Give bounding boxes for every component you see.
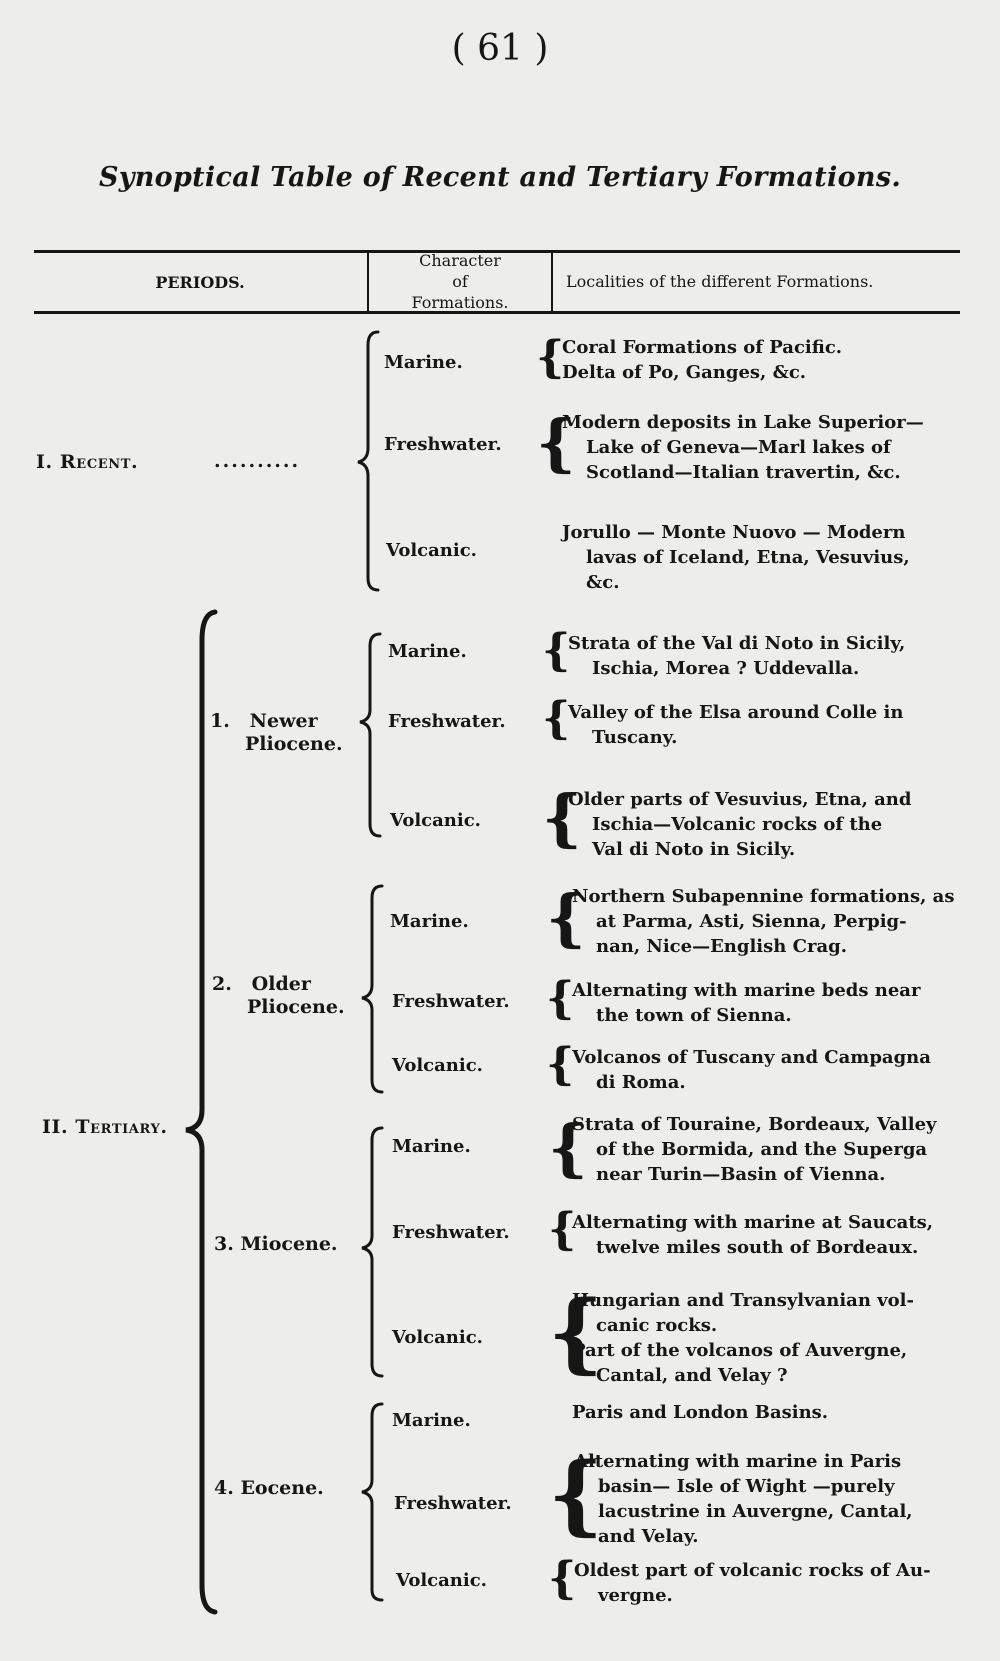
- locality-line: Northern Subapennine formations, as: [572, 886, 955, 907]
- eocene-marine-localities: [572, 1400, 972, 1425]
- older-freshwater-brace: {: [546, 973, 575, 1024]
- locality-line: at Parma, Asti, Sienna, Perpig-: [596, 911, 907, 932]
- eocene-freshwater-localities: [574, 1449, 974, 1549]
- miocene-freshwater-character: Freshwater.: [392, 1222, 510, 1243]
- locality-line: Alternating with marine at Saucats,: [572, 1212, 934, 1233]
- recent-dots: ..........: [214, 450, 301, 472]
- locality-line: lacustrine in Auvergne, Cantal,: [598, 1501, 913, 1522]
- recent-freshwater-localities: [562, 410, 962, 485]
- locality-line: Paris and London Basins.: [572, 1402, 829, 1423]
- locality-line: Valley of the Elsa around Colle in: [568, 702, 904, 723]
- header-character-line3: Formations.: [411, 293, 509, 312]
- locality-line: and Velay.: [598, 1526, 699, 1547]
- miocene-volcanic-character: Volcanic.: [392, 1327, 483, 1348]
- period-line: Pliocene.: [245, 733, 343, 755]
- locality-line: nan, Nice—English Crag.: [596, 936, 847, 957]
- period-line: 2. Older: [212, 973, 311, 995]
- recent-freshwater-character: Freshwater.: [384, 434, 502, 455]
- locality-line: Tuscany.: [592, 727, 678, 748]
- newer-marine-localities: [568, 631, 968, 681]
- recent-marine-localities: [562, 335, 962, 385]
- newer-volcanic-brace: {: [542, 781, 582, 854]
- locality-line: di Roma.: [596, 1072, 686, 1093]
- locality-line: Scotland—Italian travertin, &c.: [586, 462, 901, 483]
- eocene-freshwater-brace: {: [548, 1444, 604, 1545]
- eocene-freshwater-character: Freshwater.: [394, 1493, 512, 1514]
- newer-volcanic-localities: [568, 787, 968, 862]
- locality-line: of the Bormida, and the Superga: [596, 1139, 928, 1160]
- recent-marine-character: Marine.: [384, 352, 463, 373]
- locality-line: &c.: [586, 572, 620, 593]
- older-freshwater-character: Freshwater.: [392, 991, 510, 1012]
- period-tertiary: II. Tertiary.: [42, 1116, 168, 1138]
- locality-line: Older parts of Vesuvius, Etna, and: [568, 789, 912, 810]
- period-line: 1. Newer: [210, 710, 318, 732]
- locality-line: Jorullo — Monte Nuovo — Modern: [562, 522, 906, 543]
- table-title: Synoptical Table of Recent and Tertiary Formations.: [98, 162, 902, 193]
- locality-line: Ischia—Volcanic rocks of the: [592, 814, 883, 835]
- newer-pliocene-brace: [360, 634, 380, 836]
- period-line: Pliocene.: [247, 996, 345, 1018]
- locality-line: near Turin—Basin of Vienna.: [596, 1164, 886, 1185]
- miocene-marine-brace: {: [548, 1111, 588, 1184]
- newer-pliocene-label: [210, 710, 343, 756]
- eocene-volcanic-localities: [574, 1558, 974, 1608]
- locality-line: Lake of Geneva—Marl lakes of: [586, 437, 891, 458]
- tertiary-brace: [186, 612, 215, 1612]
- locality-line: Alternating with marine in Paris: [574, 1451, 902, 1472]
- newer-marine-brace: {: [542, 625, 571, 676]
- miocene-marine-character: Marine.: [392, 1136, 471, 1157]
- recent-volcanic-localities: [562, 520, 962, 595]
- header-character-line2: of: [452, 272, 468, 291]
- locality-line: lavas of Iceland, Etna, Vesuvius,: [586, 547, 910, 568]
- miocene-volcanic-brace: {: [548, 1282, 604, 1383]
- older-freshwater-localities: [572, 978, 972, 1028]
- miocene-label: 3. Miocene.: [214, 1233, 338, 1255]
- miocene-brace: [362, 1128, 382, 1376]
- miocene-volcanic-localities: [572, 1288, 972, 1388]
- locality-line: Volcanos of Tuscany and Campagna: [572, 1047, 931, 1068]
- header-character-line1: Character: [419, 251, 501, 270]
- older-volcanic-character: Volcanic.: [392, 1055, 483, 1076]
- locality-line: vergne.: [598, 1585, 673, 1606]
- locality-line: Val di Noto in Sicily.: [592, 839, 796, 860]
- miocene-freshwater-brace: {: [548, 1204, 577, 1255]
- older-marine-localities: [572, 884, 972, 959]
- miocene-freshwater-localities: [572, 1210, 972, 1260]
- older-marine-brace: {: [546, 881, 586, 954]
- header-localities: Localities of the different Formations.: [566, 272, 874, 291]
- locality-line: Hungarian and Transylvanian vol-: [572, 1290, 914, 1311]
- page-number: ( 61 ): [451, 28, 549, 69]
- locality-line: Delta of Po, Ganges, &c.: [562, 362, 807, 383]
- locality-line: Part of the volcanos of Auvergne,: [572, 1340, 908, 1361]
- older-pliocene-brace: [362, 886, 382, 1092]
- locality-line: Cantal, and Velay ?: [596, 1365, 788, 1386]
- eocene-volcanic-character: Volcanic.: [396, 1570, 487, 1591]
- recent-freshwater-brace: {: [536, 406, 576, 479]
- newer-marine-character: Marine.: [388, 641, 467, 662]
- eocene-brace: [362, 1404, 382, 1600]
- eocene-label: 4. Eocene.: [214, 1477, 324, 1499]
- locality-line: twelve miles south of Bordeaux.: [596, 1237, 919, 1258]
- locality-line: Strata of Touraine, Bordeaux, Valley: [572, 1114, 937, 1135]
- newer-freshwater-localities: [568, 700, 968, 750]
- header-periods: PERIODS.: [155, 273, 245, 292]
- newer-volcanic-character: Volcanic.: [390, 810, 481, 831]
- older-pliocene-label: [212, 973, 345, 1019]
- locality-line: Ischia, Morea ? Uddevalla.: [592, 658, 860, 679]
- period-recent: I. Recent.: [36, 451, 139, 473]
- eocene-marine-character: Marine.: [392, 1410, 471, 1431]
- recent-marine-brace: {: [536, 332, 565, 383]
- locality-line: Strata of the Val di Noto in Sicily,: [568, 633, 906, 654]
- older-volcanic-brace: {: [546, 1039, 575, 1090]
- recent-volcanic-character: Volcanic.: [386, 540, 477, 561]
- older-volcanic-localities: [572, 1045, 972, 1095]
- miocene-marine-localities: [572, 1112, 972, 1187]
- locality-line: Modern deposits in Lake Superior—: [562, 412, 924, 433]
- locality-line: canic rocks.: [596, 1315, 718, 1336]
- locality-line: Alternating with marine beds near: [572, 980, 921, 1001]
- recent-brace: [358, 332, 378, 590]
- eocene-volcanic-brace: {: [548, 1553, 577, 1604]
- newer-freshwater-character: Freshwater.: [388, 711, 506, 732]
- newer-freshwater-brace: {: [542, 693, 571, 744]
- locality-line: Oldest part of volcanic rocks of Au-: [574, 1560, 931, 1581]
- older-marine-character: Marine.: [390, 911, 469, 932]
- locality-line: Coral Formations of Pacific.: [562, 337, 843, 358]
- locality-line: the town of Sienna.: [596, 1005, 792, 1026]
- locality-line: basin— Isle of Wight —purely: [598, 1476, 895, 1497]
